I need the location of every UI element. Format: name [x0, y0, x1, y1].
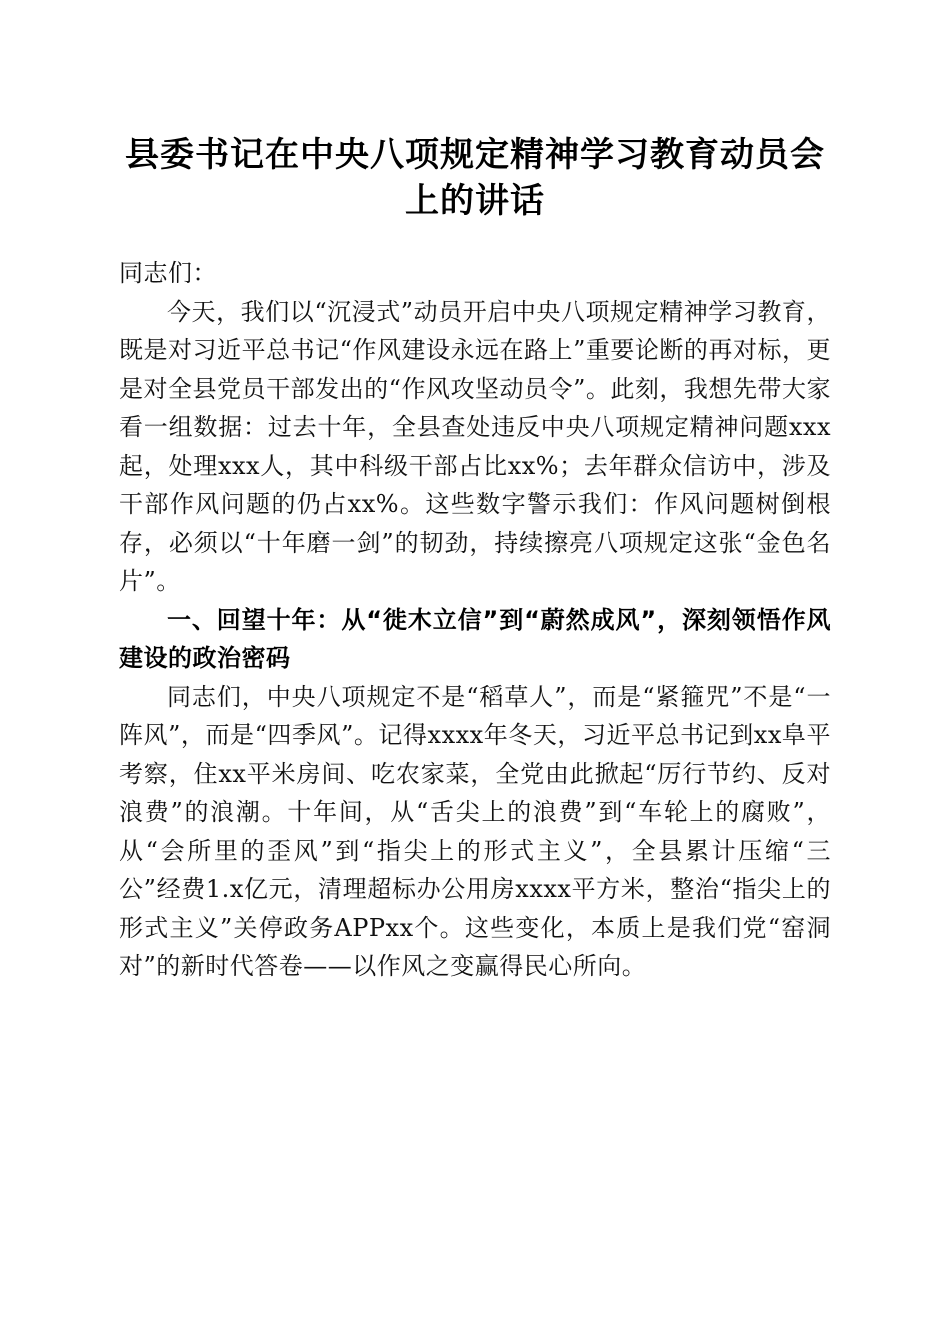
document-body — [119, 254, 831, 986]
section-heading-1: 一、回望十年：从“徙木立信”到“蔚然成风”，深刻领悟作风建设的政治密码 — [119, 605, 831, 672]
document-title: 县委书记在中央八项规定精神学习教育动员会上的讲话 — [125, 135, 825, 221]
salutation: 同志们： — [119, 259, 217, 287]
paragraph-section-1: 同志们，中央八项规定不是“稻草人”，而是“紧箍咒”不是“一阵风”，而是“四季风”。记得xxxx年冬天，习近平总书记到xx阜平考察，住xx平米房间、吃农家菜，全党由此掀起“厉行节约、反对浪费”的浪潮。十年间，从“舌尖上的浪费”到“车轮上的腐败”，从“会所里的歪风”到“指尖上的形式主义”，全县累计压缩“三公”经费1.x亿元，清理超标办公用房xxxx平方米，整治“指尖上的形式主义”关停政务APPxx个。这些变化，本质上是我们党“窑洞对”的新时代答卷——以作风之变赢得民心所向。 — [119, 682, 831, 980]
paragraph-intro: 今天，我们以“沉浸式”动员开启中央八项规定精神学习教育，既是对习近平总书记“作风建设永远在路上”重要论断的再对标，更是对全县党员干部发出的“作风攻坚动员令”。此刻，我想先带大家看一组数据：过去十年，全县查处违反中央八项规定精神问题xxx起，处理xxx人，其中科级干部占比xx%；去年群众信访中，涉及干部作风问题的仍占xx%。这些数字警示我们：作风问题树倒根存，必须以“十年磨一剑”的韧劲，持续擦亮八项规定这张“金色名片”。 — [119, 297, 831, 595]
